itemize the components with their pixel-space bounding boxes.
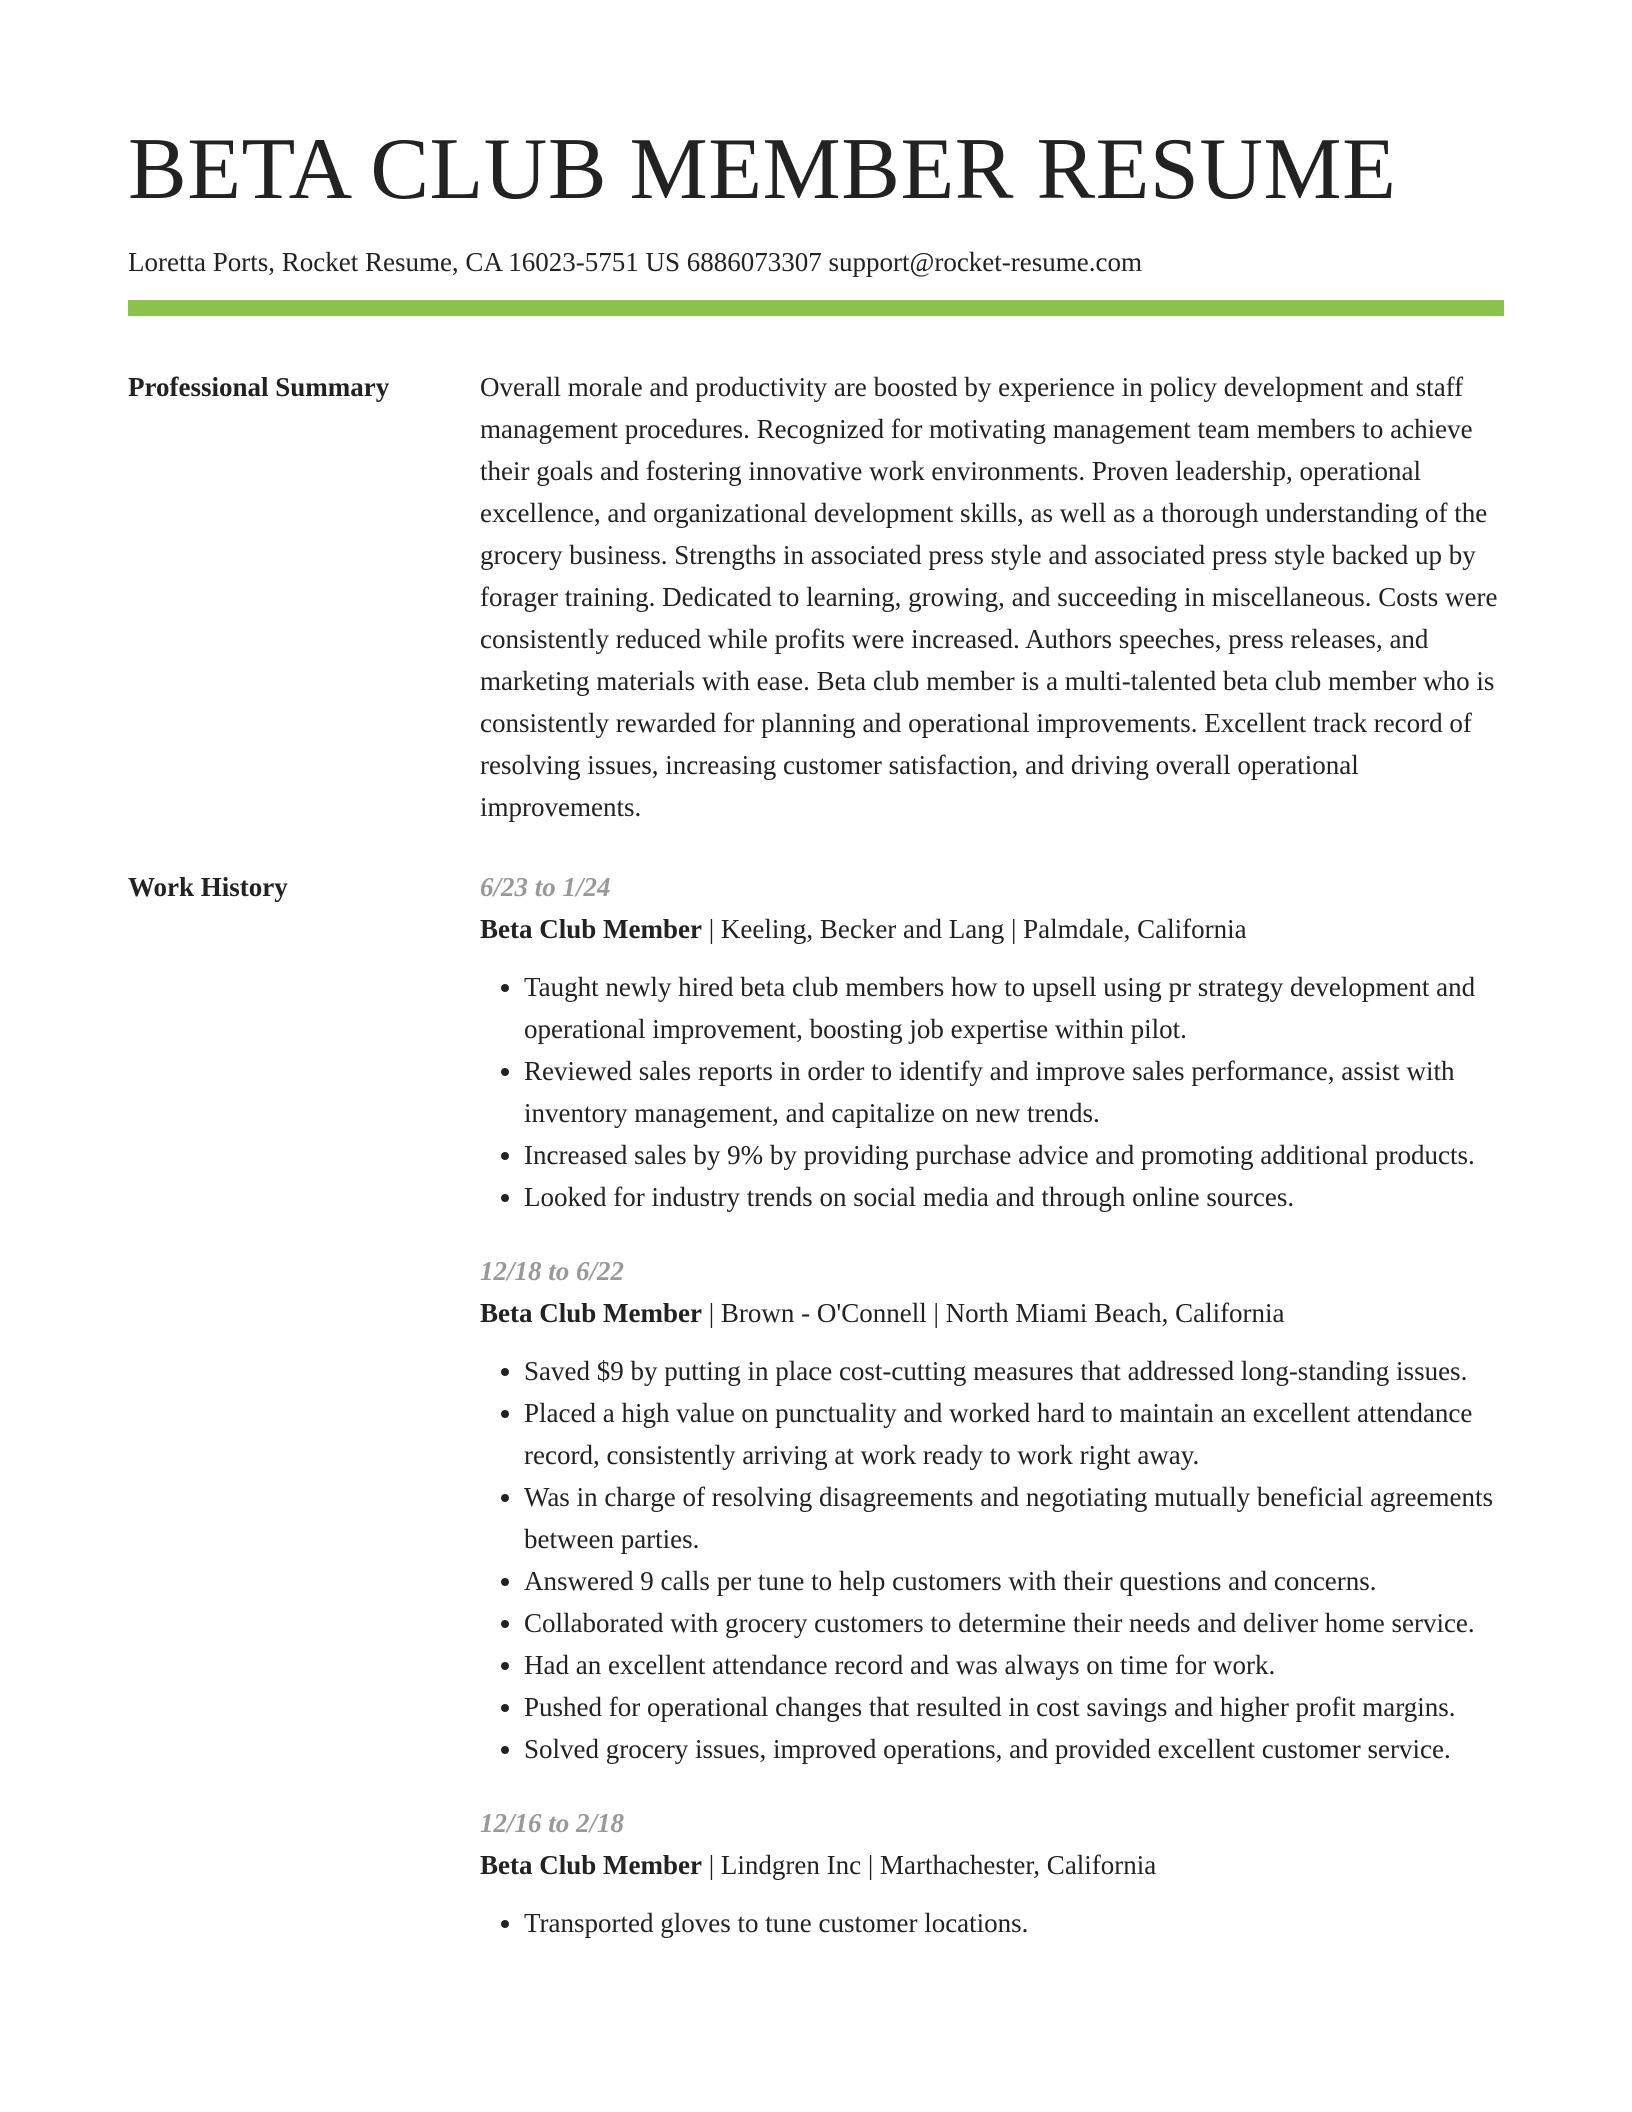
job-dates: 12/18 to 6/22 [480, 1256, 625, 1286]
job-bullet: • Transported gloves to tune customer locations. [524, 1902, 1504, 1944]
job-bullet: • Placed a high value on punctuality and worked hard to maintain an excellent attendance record, consistently arriving at work ready to work right away. [524, 1392, 1504, 1476]
section-title-work-history: Work History [128, 872, 288, 902]
job-bullet: • Looked for industry trends on social media and through online sources. [524, 1176, 1504, 1218]
resume-page [128, 0, 1504, 1976]
professional-summary-section [128, 366, 1504, 828]
job-bullet: • Reviewed sales reports in order to identify and improve sales performance, assist with inventory management, and capitalize on new trends. [524, 1050, 1504, 1134]
section-title-summary: Professional Summary [128, 372, 390, 402]
job-details: | Keeling, Becker and Lang | Palmdale, California [701, 914, 1247, 944]
job-dates: 12/16 to 2/18 [480, 1808, 625, 1838]
job-entry [480, 1250, 1504, 1770]
job-details: | Brown - O'Connell | North Miami Beach, California [701, 1298, 1285, 1328]
job-details: | Lindgren Inc | Marthachester, California [701, 1850, 1157, 1880]
job-bullet: • Had an excellent attendance record and was always on time for work. [524, 1644, 1504, 1686]
work-history-section [128, 866, 1504, 1976]
job-bullets [480, 1902, 1504, 1944]
job-heading [480, 1292, 1504, 1334]
job-heading [480, 1844, 1504, 1886]
job-bullet: • Increased sales by 9% by providing purchase advice and promoting additional products. [524, 1134, 1504, 1176]
job-bullet: • Pushed for operational changes that resulted in cost savings and higher profit margins. [524, 1686, 1504, 1728]
job-bullet: • Saved $9 by putting in place cost-cutting measures that addressed long-standing issues. [524, 1350, 1504, 1392]
job-bullets [480, 1350, 1504, 1770]
summary-body [480, 366, 1504, 828]
job-bullet: • Answered 9 calls per tune to help customers with their questions and concerns. [524, 1560, 1504, 1602]
job-title: Beta Club Member [480, 1298, 702, 1328]
job-heading [480, 908, 1504, 950]
job-bullet: • Was in charge of resolving disagreements and negotiating mutually beneficial agreements between parties. [524, 1476, 1504, 1560]
job-title: Beta Club Member [480, 914, 702, 944]
job-bullets [480, 966, 1504, 1218]
job-entry [480, 1802, 1504, 1944]
work-history-body [480, 866, 1504, 1976]
job-bullet: • Solved grocery issues, improved operations, and provided excellent customer service. [524, 1728, 1504, 1770]
header-divider [128, 300, 1504, 316]
job-bullet: • Collaborated with grocery customers to determine their needs and deliver home service. [524, 1602, 1504, 1644]
job-entry [480, 866, 1504, 1218]
job-title: Beta Club Member [480, 1850, 702, 1880]
job-dates: 6/23 to 1/24 [480, 872, 611, 902]
job-bullet: • Taught newly hired beta club members how to upsell using pr strategy development and operational improvement, boosting job expertise within pilot. [524, 966, 1504, 1050]
summary-text: Overall morale and productivity are boosted by experience in policy development and staff management procedures. Recognized for motivating management team members to achieve their goals and fostering innovative work environments. Proven leadership, operational excellence, and organizational development skills, as well as a thorough understanding of the grocery business. Strengths in associated press style and associated press style backed up by forager training. Dedicated to learning, growing, and succeeding in miscellaneous. Costs were consistently reduced while profits were increased. Authors speeches, press releases, and marketing materials with ease. Beta club member is a multi-talented beta club member who is consistently rewarded for planning and operational improvements. Excellent track record of resolving issues, increasing customer satisfaction, and driving overall operational improvements. [480, 372, 1498, 822]
contact-line: Loretta Ports, Rocket Resume, CA 16023-5751 US 6886073307 support@rocket-resume.com [128, 247, 1142, 277]
resume-title: BETA CLUB MEMBER RESUME [128, 121, 1397, 218]
